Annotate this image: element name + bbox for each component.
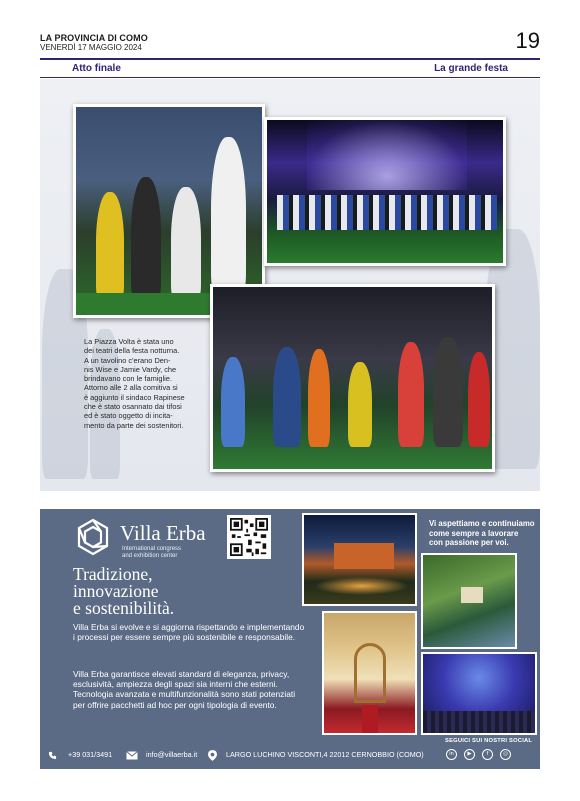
ad-body-paragraph: Villa Erba garantisce elevati standard di eleganza, privacy, esclusività, ampiezza degli spazi sia interni che esterni. Tecnologia avanzata e multifunzionalità sono stati potenziati per offrire pacchetti ad hoc per ogni tipologia di evento. xyxy=(73,669,296,710)
instagram-icon[interactable]: ◎ xyxy=(500,749,511,760)
brand-tagline-line: and exhibition center xyxy=(122,553,178,559)
villa-interior-photo xyxy=(322,611,417,735)
welcome-line: con passione per voi. xyxy=(429,538,509,547)
location-pin-icon xyxy=(208,750,217,761)
interior-arch xyxy=(354,643,386,703)
linkedin-icon[interactable]: in xyxy=(446,749,457,760)
header-rule xyxy=(40,58,540,60)
player-figure xyxy=(171,187,201,302)
medic-figure xyxy=(468,352,490,447)
player-figure xyxy=(221,357,245,447)
villa-night-photo xyxy=(302,513,417,606)
photographer-figure xyxy=(96,192,124,302)
headline-line: innovazione xyxy=(73,581,159,601)
brand-name: Villa Erba xyxy=(120,521,206,545)
ad-body-paragraph: Villa Erba si evolve e si aggiorna rispettando e implementando i processi per essere sempre più sostenibile e responsabile. xyxy=(73,622,305,643)
social-label: SEGUICI SUI NOSTRI SOCIAL xyxy=(445,738,533,744)
celebration-photo-2 xyxy=(264,117,506,266)
hall-seating xyxy=(423,711,535,733)
qr-code[interactable] xyxy=(227,515,271,559)
address: LARGO LUCHINO VISCONTI,4 22012 CERNOBBIO (COMO) xyxy=(226,750,424,759)
medic-figure xyxy=(398,342,424,447)
photo-caption xyxy=(84,337,204,430)
congress-hall-photo xyxy=(421,652,537,735)
caption-line: mento da parte dei sostenitori. xyxy=(84,420,184,430)
caption-line: A un tavolino c'erano Den- xyxy=(84,355,171,365)
page-number: 19 xyxy=(515,28,540,53)
villa-erba-advertisement xyxy=(40,509,540,769)
caption-line: La Piazza Volta è stata uno xyxy=(84,337,174,346)
caption-line: brindavano con le famiglie. xyxy=(84,374,172,384)
headline-line: e sostenibilità. xyxy=(73,598,175,618)
fountain-lights xyxy=(314,577,409,595)
player-figure xyxy=(211,137,246,297)
celebration-photo-3 xyxy=(210,284,495,472)
headline-line: Tradizione, xyxy=(73,564,153,584)
phone-number[interactable]: +39 031/3491 xyxy=(68,750,113,759)
caption-line: ed è stato oggetto di incita- xyxy=(84,411,173,421)
brand-tagline xyxy=(122,546,212,560)
section-title-left: Atto finale xyxy=(72,63,121,74)
villa-facade xyxy=(334,543,394,569)
brand-tagline-line: International congress xyxy=(122,546,182,552)
newspaper-name: LA PROVINCIA DI COMO xyxy=(40,33,148,43)
welcome-line: come sempre a lavorare xyxy=(429,528,519,538)
photographer-figure xyxy=(348,362,372,447)
caption-line: nis Wise e Jamie Vardy, che xyxy=(84,364,177,374)
ad-welcome-text xyxy=(429,519,539,548)
facebook-icon[interactable]: f xyxy=(482,749,493,760)
section-rule xyxy=(40,77,540,78)
section-title-right: La grande festa xyxy=(434,63,508,74)
player-figure xyxy=(131,177,161,302)
player-figure xyxy=(433,337,463,447)
villa-aerial-photo xyxy=(421,553,517,649)
player-figure xyxy=(273,347,301,447)
team-group xyxy=(277,195,497,230)
caption-line: è aggiunto il sindaco Rapinese xyxy=(84,392,185,402)
youtube-icon[interactable]: ▶ xyxy=(464,749,475,760)
villa-building xyxy=(461,587,483,603)
steward-figure xyxy=(308,349,330,447)
welcome-line: Vi aspettiamo e continuiamo xyxy=(429,519,535,528)
ad-headline xyxy=(73,566,313,617)
caption-line: che è stato osannato dai tifosi xyxy=(84,402,182,412)
red-carpet xyxy=(362,705,378,735)
issue-date: VENERDÌ 17 MAGGIO 2024 xyxy=(40,43,142,52)
caption-line: Attorno alle 2 alla comitiva si xyxy=(84,383,178,393)
confetti xyxy=(307,120,467,190)
caption-line: dei teatri della festa notturna. xyxy=(84,346,180,356)
villa-erba-logo-icon xyxy=(73,517,113,557)
email-icon xyxy=(126,751,138,760)
phone-icon xyxy=(48,751,57,760)
email-address[interactable]: info@villaerba.it xyxy=(146,750,198,759)
